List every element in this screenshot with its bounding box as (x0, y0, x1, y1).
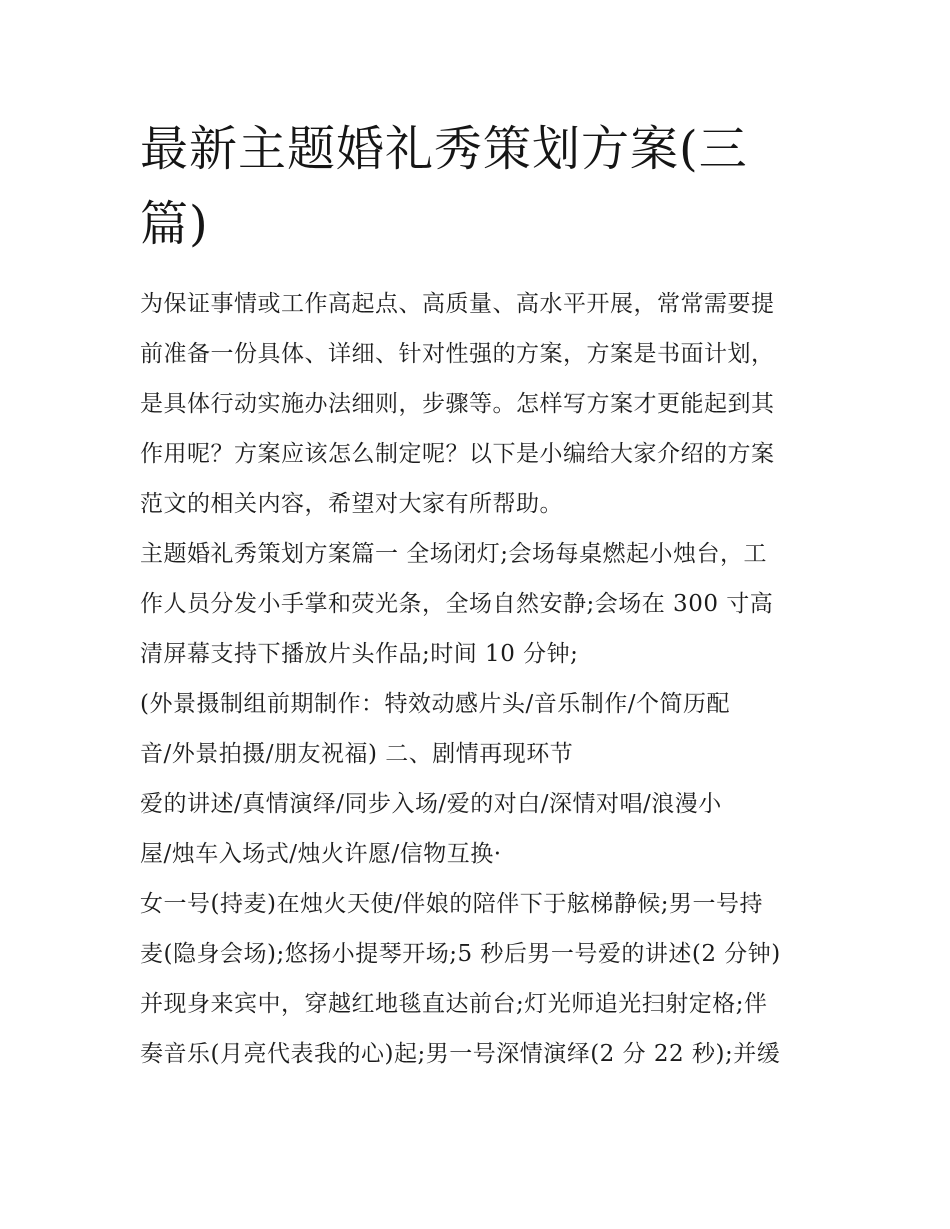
scene-list-line-2: 屋/烛车入场式/烛火许愿/信物互换· (140, 841, 502, 867)
scene-list-line-1: 爱的讲述/真情演绎/同步入场/爱的对白/深情对唱/浪漫小 (140, 791, 722, 817)
section-one-line-3: 清屏幕支持下播放片头作品;时间 10 分钟; (140, 641, 579, 667)
section-one-line-1: 主题婚礼秀策划方案篇一 全场闭灯;会场每桌燃起小烛台，工 (140, 541, 768, 567)
title-line-2: 篇) (140, 196, 209, 252)
intro-line-2: 前准备一份具体、详细、针对性强的方案，方案是书面计划， (140, 341, 775, 367)
title-line-1: 最新主题婚礼秀策划方案(三 (140, 121, 748, 177)
production-note-line-2: 音/外景拍摄/朋友祝福) 二、剧情再现环节 (140, 741, 574, 767)
production-note-line-1: (外景摄制组前期制作：特效动感片头/音乐制作/个简历配 (140, 691, 730, 717)
section-one-line-2: 作人员分发小手掌和荧光条，全场自然安静;会场在 300 寸高 (140, 591, 774, 617)
intro-line-4: 作用呢？方案应该怎么制定呢？以下是小编给大家介绍的方案 (140, 441, 775, 467)
scene-detail-line-2: 麦(隐身会场);悠扬小提琴开场;5 秒后男一号爱的讲述(2 分钟) (140, 941, 781, 967)
document-body (140, 279, 830, 1079)
scene-detail-line-4: 奏音乐(月亮代表我的心)起;男一号深情演绎(2 分 22 秒);并缓 (140, 1041, 781, 1067)
intro-line-1: 为保证事情或工作高起点、高质量、高水平开展，常常需要提 (140, 291, 775, 317)
intro-line-3: 是具体行动实施办法细则，步骤等。怎样写方案才更能起到其 (140, 391, 775, 417)
scene-detail-line-1: 女一号(持麦)在烛火天使/伴娘的陪伴下于舷梯静候;男一号持 (140, 891, 763, 917)
document-title (140, 112, 748, 262)
scene-detail-line-3: 并现身来宾中，穿越红地毯直达前台;灯光师追光扫射定格;伴 (140, 991, 768, 1017)
intro-line-5: 范文的相关内容，希望对大家有所帮助。 (140, 491, 563, 517)
